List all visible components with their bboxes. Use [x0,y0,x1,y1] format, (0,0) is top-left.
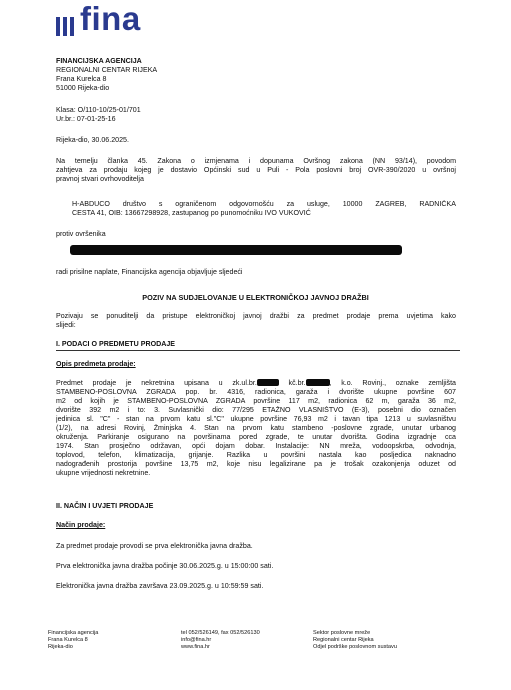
section-1-rule [56,350,460,351]
ref-urbr: Ur.br.: 07-01-25-16 [56,115,116,123]
footer-line: tel 052/526149, fax 052/526130 [181,630,260,636]
section-1-heading: I. PODACI O PREDMETU PRODAJE [56,340,176,348]
intro-line: zahtjeva za prodaju kojeg je dostavio Općinski sud u Puli - Pola poslovni broj OVR-390/2020 u ovršnoj [56,166,456,174]
invite-line: Pozivaju se ponuditelji da pristupe elektroničkoj javnoj dražbi za predmet prodaje prema uvjetima kako [56,312,456,320]
section-2-subheading: Način prodaje: [56,521,106,529]
redacted-zk-number [257,379,279,386]
notice-title: POZIV NA SUDJELOVANJE U ELEKTRONIČKOJ JAVNOJ DRAŽBI [142,293,369,302]
sender-street: Frana Kurelca 8 [56,75,107,83]
against-label: protiv ovršenika [56,230,106,238]
description-line: Predmet prodaje je nekretnina upisana u zk.ul.br. kč.br. , k.o. Rovinj., oznake zemljišta [56,379,456,387]
document-date: Rijeka-dio, 30.06.2025. [56,136,129,144]
description-line: STAMBENO-POSLOVNA ZGRADA pop. br. 4316, radionica, garaža i dvorište ukupne površine 607 [56,388,456,396]
section-1-subheading: Opis predmeta prodaje: [56,360,136,368]
footer-col-3 [313,630,397,652]
description-line: nadograđenih prostorija površine 13,75 m2, koje nisu legalizirane pa je trošak ozakonjenja oduzet od [56,460,456,468]
creditor-line: H-ABDUCO društvo s ograničenom odgovornošću za usluge, 10000 ZAGREB, RADNIČKA [72,200,456,208]
description-line: okruženja. Parkiranje osigurano na površinama pored zgrade, te unutar dvorišta. Godina izgradnje cca [56,433,456,441]
purpose-line: radi prisilne naplate, Financijska agencija objavljuje sljedeći [56,268,243,276]
footer-line: Sektor poslovne mreže [313,630,371,636]
logo-wordmark: fina [80,0,141,37]
footer-col-1 [48,630,98,652]
footer-line: Odjel podrške poslovnom sustavu [313,644,397,651]
redacted-debtor [70,245,402,255]
footer-line: Regionalni centar Rijeka [313,637,374,644]
auction-start-text: Prva elektronička javna dražba počinje 30.06.2025.g. u 15:00:00 sati. [56,562,274,570]
sender-city: 51000 Rijeka-dio [56,84,110,92]
redacted-kc-number [306,379,330,386]
section-2-heading: II. NAČIN I UVJETI PRODAJE [56,502,154,510]
sender-name: FINANCIJSKA AGENCIJA [56,57,142,65]
footer-email[interactable]: info@fina.hr [181,637,212,644]
description-line: dvorište 392 m2 i to: 3. Suvlasnički dio: 77/295 ETAŽNO VLASNIŠTVO (E-3), posebni dio označen [56,406,456,414]
footer-line: Financijska agencija [48,630,99,636]
footer-line: Frana Kurelca 8 [48,637,88,644]
footer-col-2 [181,630,260,652]
description-line: 1974. Stan prosječno održavan, opći dojam dobar. Instalacije: NN mreža, vodoopskrba, odvodnja, [56,442,456,450]
ref-klasa: Klasa: O/110-10/25-01/701 [56,106,141,114]
intro-line: pravnoj stvari ovrhovoditelja [56,175,144,183]
invite-line: slijedi: [56,321,76,329]
creditor-line: CESTA 41, OIB: 13667298928, zastupanog po punomoćniku IVO VUKOVIĆ [72,209,311,217]
description-line: jedinica sl. "C" - stan na prvom katu sl."C" ukupne površine 76,93 m2 i tavan tipa 1213 u suvlasništvu [56,415,456,423]
footer-website[interactable]: www.fina.hr [181,644,210,651]
intro-line: Na temelju članka 45. Zakona o izmjenama i dopunama Ovršnog zakona (NN 93/14), povodom [56,157,456,165]
sale-method-text: Za predmet prodaje provodi se prva elektronička javna dražba. [56,542,253,550]
description-line: toplovod, telefon, klimatizacija, grijanje. Razlika u površini nastala kao posljedica naknadno [56,451,456,459]
description-line: ukupne vrijednosti nekretnine. [56,469,151,477]
footer-line: Rijeka-dio [48,644,73,651]
sender-unit: REGIONALNI CENTAR RIJEKA [56,66,158,74]
auction-end-text: Elektronička javna dražba završava 23.09.2025.g. u 10:59:59 sati. [56,582,264,590]
logo-bars-icon [56,17,76,36]
description-line: (1/2), na adresi Rovinj, Žminjska 4. Stan na prvom katu stambeno -poslovne zgrade, unutar urbanog [56,424,456,432]
description-line: m2 od kojih je STAMBENO-POSLOVNA ZGRADA površine 117 m2, radionica 62 m, garaža 36 m2, [56,397,456,405]
